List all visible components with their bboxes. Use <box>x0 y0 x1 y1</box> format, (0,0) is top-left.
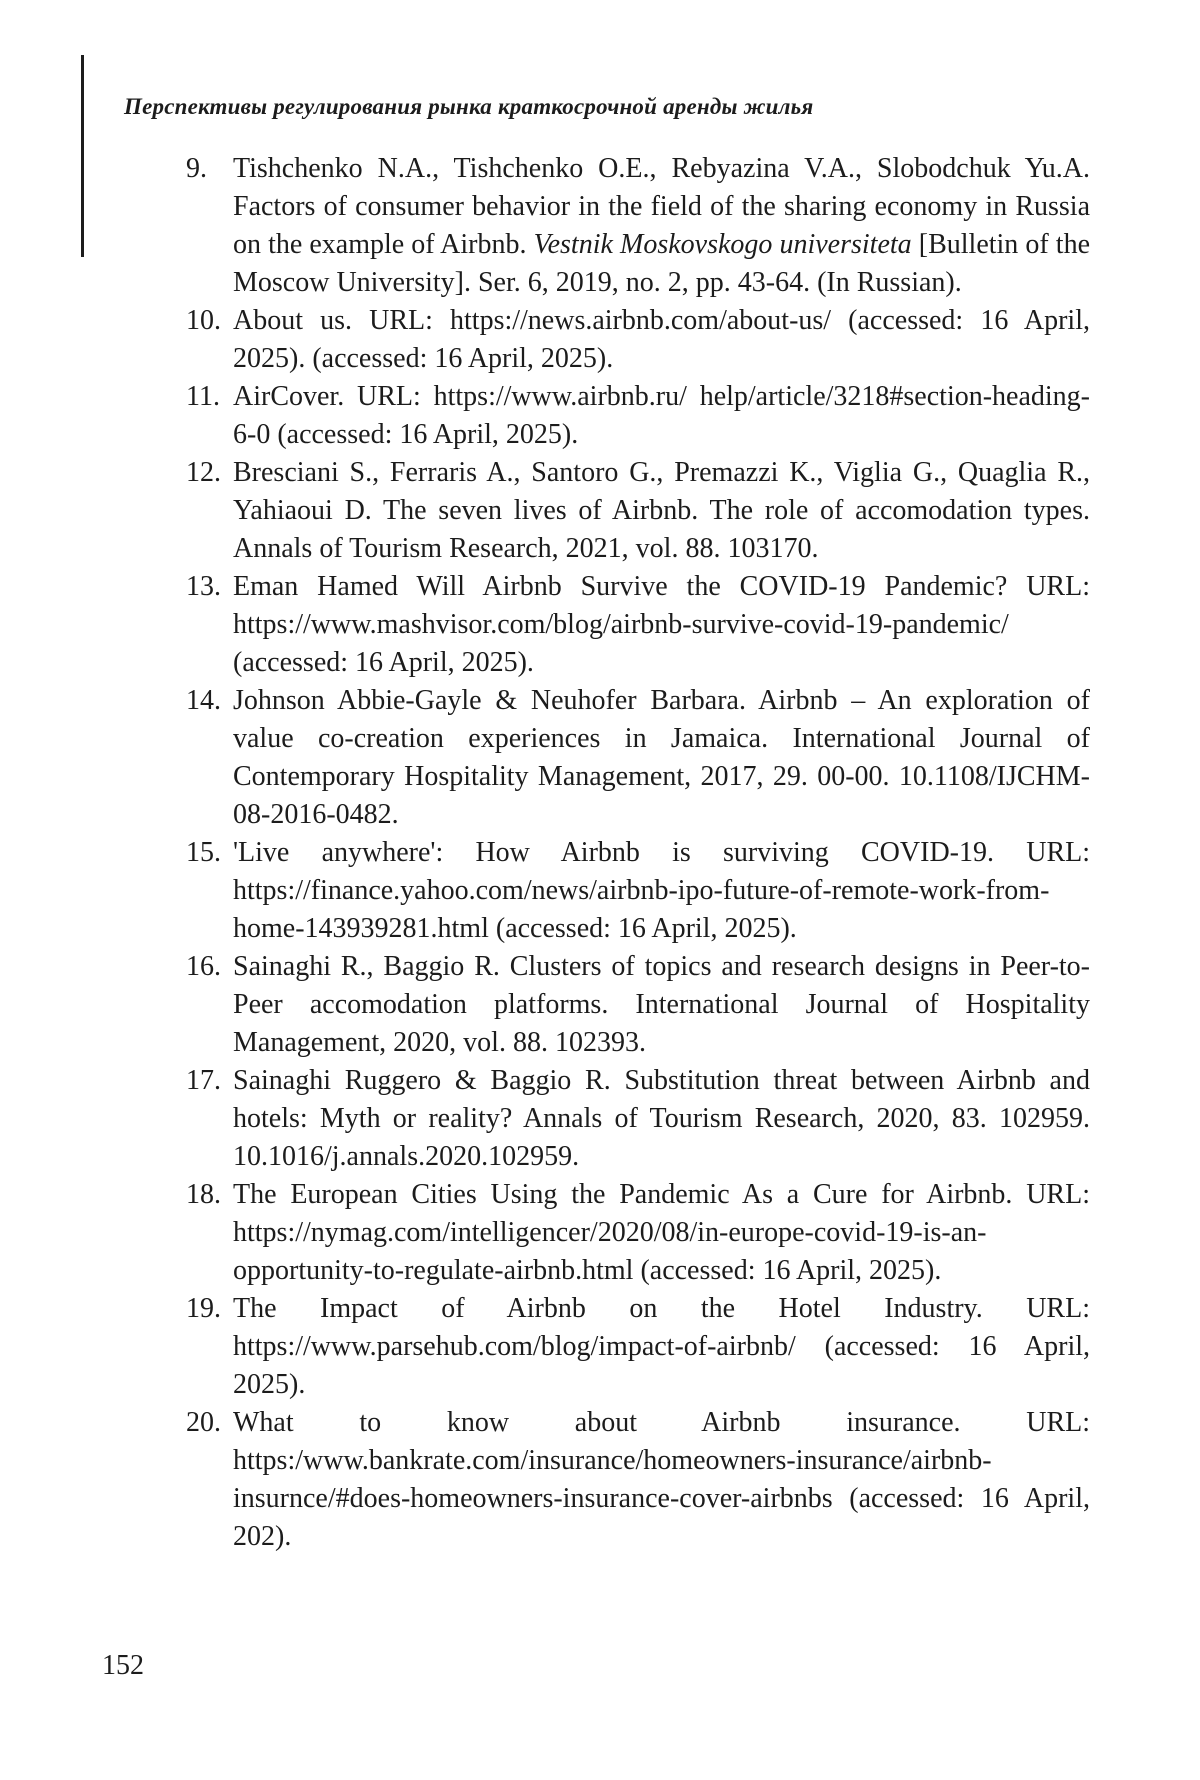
reference-text <box>233 951 1090 1058</box>
reference-text <box>233 381 1090 450</box>
reference-text <box>233 1293 1090 1400</box>
reference-item <box>186 1062 1090 1176</box>
reference-text-part: AirCover. URL: https://www.airbnb.ru/ help/article/3218#section-heading-6-0 (accessed: 16 April, 2025). <box>233 381 1090 450</box>
reference-text-part: The Impact of Airbnb on the Hotel Industry. URL: https://www.parsehub.com/blog/impact-of-airbnb/ (accessed: 16 April, 2025). <box>233 1293 1090 1400</box>
reference-text <box>233 305 1090 374</box>
reference-item <box>186 1176 1090 1290</box>
reference-number: 18. <box>186 1179 221 1210</box>
reference-text-part: Sainaghi Ruggero & Baggio R. Substitution threat between Airbnb and hotels: Myth or reality? Annals of Tourism Research, 2020, 83. 102959. 10.1016/j.annals.2020.102959. <box>233 1065 1090 1172</box>
reference-number: 17. <box>186 1065 221 1096</box>
reference-number: 9. <box>186 153 207 184</box>
reference-number: 13. <box>186 571 221 602</box>
reference-item <box>186 378 1090 454</box>
reference-text-part: Eman Hamed Will Airbnb Survive the COVID-19 Pandemic? URL: https://www.mashvisor.com/blog/airbnb-survive-covid-19-pandemic/ (accessed: 16 April, 2025). <box>233 571 1090 678</box>
reference-text <box>233 1179 1090 1286</box>
running-header: Перспективы регулирования рынка краткосрочной аренды жилья <box>124 94 814 119</box>
page-number: 152 <box>102 1650 144 1681</box>
reference-number: 11. <box>186 381 220 412</box>
reference-item <box>186 682 1090 834</box>
reference-text <box>233 457 1090 564</box>
reference-text-part: Johnson Abbie-Gayle & Neuhofer Barbara. Airbnb – An exploration of value co-creation experiences in Jamaica. International Journal of Contemporary Hospitality Management, 2017, 29. 00-00. 10.1108/IJCHM-08-2016-0482. <box>233 685 1090 830</box>
reference-text-italic: Vestnik Moskovskogo universiteta <box>533 229 912 260</box>
reference-item <box>186 302 1090 378</box>
left-margin-rule <box>81 55 84 257</box>
reference-list <box>186 150 1090 1556</box>
reference-text <box>233 153 1090 298</box>
reference-text-part: Tishchenko N.A., Tishchenko O.E., Rebyazina V.A., Slobodchuk Yu.A. Factors of consumer behavior in the field of the sharing economy in Russia on the example of Airbnb. <box>233 153 1090 260</box>
reference-text-part: About us. URL: https://news.airbnb.com/about-us/ (accessed: 16 April, 2025). (accessed: 16 April, 2025). <box>233 305 1090 374</box>
reference-number: 12. <box>186 457 221 488</box>
reference-text <box>233 685 1090 830</box>
reference-item <box>186 948 1090 1062</box>
reference-number: 15. <box>186 837 221 868</box>
reference-item <box>186 1404 1090 1556</box>
reference-text <box>233 1065 1090 1172</box>
reference-item <box>186 150 1090 302</box>
reference-item <box>186 834 1090 948</box>
reference-text <box>233 837 1090 944</box>
reference-number: 16. <box>186 951 221 982</box>
reference-text-part: [Bulletin of the Moscow University]. Ser. 6, 2019, no. 2, pp. 43-64. (In Russian). <box>233 229 1091 298</box>
reference-item <box>186 1290 1090 1404</box>
reference-text <box>233 571 1090 678</box>
reference-text <box>233 1407 1090 1552</box>
reference-number: 14. <box>186 685 221 716</box>
reference-text-part: 'Live anywhere': How Airbnb is surviving COVID-19. URL: https://finance.yahoo.com/news/airbnb-ipo-future-of-remote-work-from-home-143939281.html (accessed: 16 April, 2025). <box>233 837 1090 944</box>
reference-number: 10. <box>186 305 221 336</box>
reference-item <box>186 568 1090 682</box>
reference-text-part: Bresciani S., Ferraris A., Santoro G., Premazzi K., Viglia G., Quaglia R., Yahiaoui D. The seven lives of Airbnb. The role of accomodation types. Annals of Tourism Research, 2021, vol. 88. 103170. <box>233 457 1090 564</box>
reference-item <box>186 454 1090 568</box>
reference-number: 19. <box>186 1293 221 1324</box>
reference-number: 20. <box>186 1407 221 1438</box>
reference-text-part: The European Cities Using the Pandemic As a Cure for Airbnb. URL: https://nymag.com/intelligencer/2020/08/in-europe-covid-19-is-an-opportunity-to-regulate-airbnb.html (accessed: 16 April, 2025). <box>233 1179 1090 1286</box>
reference-text-part: Sainaghi R., Baggio R. Clusters of topics and research designs in Peer-to-Peer accomodation platforms. International Journal of Hospitality Management, 2020, vol. 88. 102393. <box>233 951 1090 1058</box>
reference-text-part: What to know about Airbnb insurance. URL: https:/www.bankrate.com/insurance/homeowners-insurance/airbnb-insurnce/#does-homeowners-insurance-cover-airbnbs (accessed: 16 April, 202). <box>233 1407 1090 1552</box>
